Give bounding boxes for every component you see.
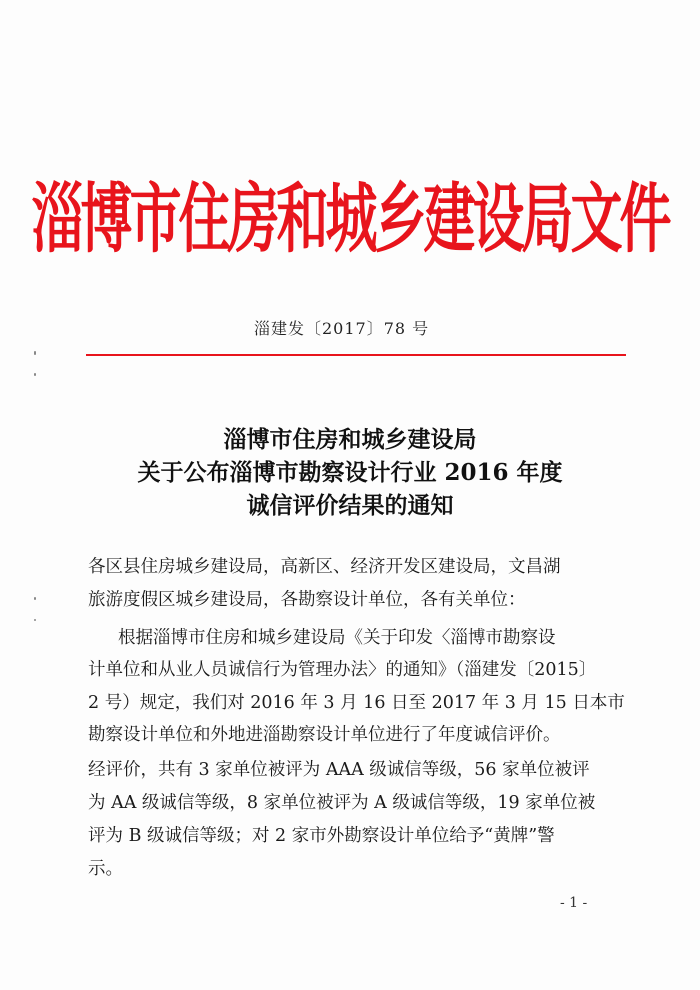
scan-speck: [34, 373, 36, 376]
body-line: 各区县住房城乡建设局，高新区、经济开发区建设局，文昌湖: [88, 557, 561, 577]
body-line: 示。: [88, 859, 123, 879]
notice-title-line-1: 淄博市住房和城乡建设局: [223, 426, 477, 453]
body-line: 经评价，共有 3 家单位被评为 AAA 级诚信等级，56 家单位被评: [88, 760, 590, 780]
body-line: 2 号）规定，我们对 2016 年 3 月 16 日至 2017 年 3 月 15 日本市: [88, 693, 625, 713]
body-line: 评为 B 级诚信等级；对 2 家市外勘察设计单位给予“黄牌”警: [88, 826, 555, 846]
scan-speck: [34, 619, 36, 621]
scan-speck: [34, 351, 36, 355]
body-line: 根据淄博市住房和城乡建设局《关于印发〈淄博市勘察设: [118, 628, 556, 648]
document-header-title: 淄博市住房和城乡建设局文件: [31, 176, 669, 264]
page-number: - 1 -: [560, 895, 588, 911]
body-line: 旅游度假区城乡建设局，各勘察设计单位，各有关单位：: [88, 590, 526, 610]
red-divider-line: [86, 354, 626, 356]
body-line: 计单位和从业人员诚信行为管理办法〉的通知》（淄建发〔2015〕: [88, 660, 597, 680]
document-number: 淄建发〔2017〕78 号: [254, 319, 430, 338]
notice-title-line-3: 诚信评价结果的通知: [246, 492, 454, 519]
scan-speck: [34, 597, 36, 600]
body-line: 勘察设计单位和外地进淄勘察设计单位进行了年度诚信评价。: [88, 725, 561, 745]
body-line: 为 AA 级诚信等级，8 家单位被评为 A 级诚信等级，19 家单位被: [88, 793, 596, 813]
notice-title-line-2: 关于公布淄博市勘察设计行业 2016 年度: [137, 459, 563, 486]
